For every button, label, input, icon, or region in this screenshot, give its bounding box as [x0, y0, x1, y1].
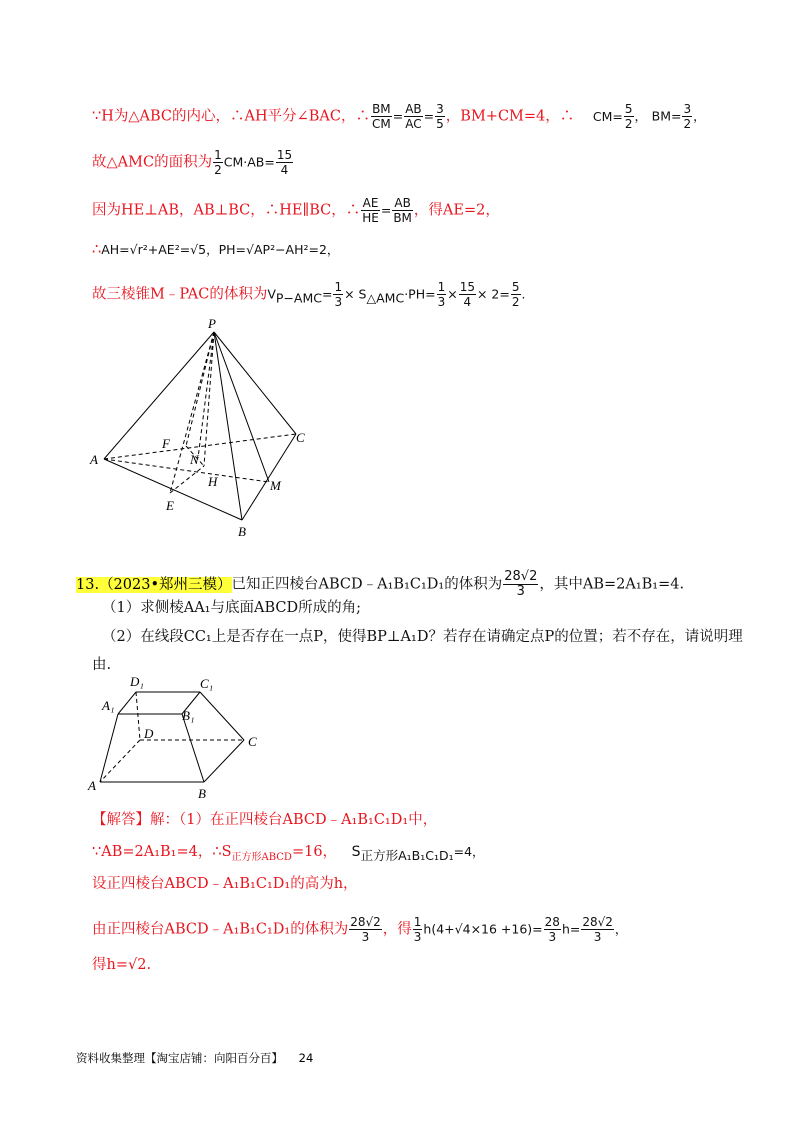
answer-tag: 【解答】 — [92, 812, 150, 828]
fig2-label-A: A — [88, 778, 96, 793]
fig2-label-D1: D₁ — [130, 674, 144, 689]
page-number: 24 — [298, 1051, 314, 1065]
fraction: $\frac{28√2}{3}$ — [350, 915, 381, 944]
fig2-label-C: C — [248, 734, 257, 749]
question-2-cont: 由. — [92, 657, 112, 673]
answer-line-2: ∵AB=2A₁B₁=4，$\therefore S_{正方形ABCD}=16$， $S_{正方形A_1B_1C_1D_1}=4$， — [92, 844, 485, 863]
line1-text-b: BM+CM=4，∴ — [460, 108, 575, 125]
footer-text: 资料收集整理【淘宝店铺：向阳百分百】 — [76, 1051, 283, 1065]
solution-line-1: ∵H为△ABC的内心，∴AH平分∠BAC，∴ $\frac{BM}{CM}$ = $\frac{AB}{AC}$ = $\frac{3}{5}$ ，BM+CM=4，∴ CM= $\frac{5}{2}$ ， BM= $\frac{3}{2}$ ， — [92, 102, 706, 131]
fraction: $\frac{28√2}{3}$ — [504, 569, 538, 599]
fig2-label-C1: C₁ — [200, 676, 214, 691]
fraction: $\frac{3}{5}$ — [436, 102, 444, 131]
fraction: $\frac{1}{2}$ — [214, 148, 222, 177]
pyramid-figure — [88, 316, 318, 539]
problem-13-stem: 13.（2023•郑州三模）已知正四棱台ABCD﹣A₁B₁C₁D₁的体积为 $\frac{28√2}{3}$ ，其中AB=2A₁B₁=4. — [76, 569, 685, 599]
answer-line-1: 【解答】解：（1）在正四棱台ABCD﹣A₁B₁C₁D₁中， — [92, 812, 438, 828]
fig2-label-B1: B₁ — [182, 708, 195, 723]
fraction: $\frac{AE}{HE}$ — [362, 196, 379, 225]
fig1-label-M: M — [270, 478, 281, 493]
answer-line-4: 由正四棱台ABCD﹣A₁B₁C₁D₁的体积为 $\frac{28√2}{3}$ ，得 $\frac{1}{3}$ h(4+√4×16 +16)= $\frac{28}{3}$ h= $\frac{28√2}{3}$ ， — [92, 915, 628, 944]
fraction: $\frac{15}{4}$ — [459, 280, 475, 309]
fraction: $\frac{28}{3}$ — [544, 915, 560, 944]
question-1: （1）求侧棱AA₁与底面ABCD所成的角; — [102, 600, 361, 616]
fraction: $\frac{15}{4}$ — [276, 148, 293, 177]
fig2-label-A1: A₁ — [102, 698, 115, 713]
fraction: $\frac{3}{2}$ — [683, 102, 692, 131]
solution-line-4: ∴AH=√r²+AE²=√5，PH=√AP²−AH²=2， — [92, 242, 340, 258]
fig1-label-A: A — [90, 452, 98, 467]
page-footer — [76, 1050, 313, 1066]
frustum-figure — [86, 672, 276, 804]
fig1-label-H: H — [208, 474, 218, 489]
fig2-label-B: B — [198, 786, 206, 801]
fraction: $\frac{AB}{AC}$ — [405, 102, 422, 131]
fig1-label-C: C — [296, 430, 305, 445]
solution-line-3: 因为HE⊥AB，AB⊥BC，∴HE∥BC，∴ $\frac{AE}{HE}$ = $\frac{AB}{BM}$ ，得AE=2， — [92, 196, 500, 225]
fraction: $\frac{1}{3}$ — [334, 280, 343, 309]
fraction: $\frac{28√2}{3}$ — [582, 915, 613, 944]
fig1-label-F: F — [162, 436, 170, 451]
line1-text-a: ∵H为△ABC的内心，∴AH平分∠BAC，∴ — [92, 108, 370, 125]
fig2-label-D: D — [144, 726, 154, 741]
fig1-label-N: N — [190, 452, 199, 467]
fraction: $\frac{1}{3}$ — [437, 280, 446, 309]
fig1-label-E: E — [166, 498, 174, 513]
fraction: $\frac{1}{3}$ — [413, 915, 422, 944]
fraction: $\frac{BM}{CM}$ — [372, 102, 391, 131]
fraction: $\frac{5}{2}$ — [624, 102, 633, 131]
fraction: $\frac{5}{2}$ — [511, 280, 520, 309]
answer-line-3: 设正四棱台ABCD﹣A₁B₁C₁D₁的高为h， — [92, 876, 358, 892]
problem-number: 13.（2023•郑州三模） — [76, 576, 232, 593]
solution-line-2: 故△AMC的面积为 $\frac{1}{2}$ CM·AB= $\frac{15}{4}$ — [92, 148, 293, 177]
answer-line-5: 得h=√2. — [92, 957, 152, 973]
fraction: $\frac{AB}{BM}$ — [393, 196, 412, 225]
fig1-label-B: B — [238, 524, 246, 539]
solution-line-5: 故三棱锥M﹣PAC的体积为$V_{P-AMC}=$ $\frac{1}{3}$ × $S_{\triangle AMC}\cdot PH=$ $\frac{1}{3}$ × $\frac{15}{4}$ × 2= $\frac{5}{2}$ . — [92, 280, 526, 309]
fig1-label-P: P — [208, 316, 216, 331]
ah-ph-expression: AH=√r²+AE²=√5，PH=√AP²−AH²=2， — [101, 242, 340, 257]
question-2: （2）在线段CC₁上是否存在一点P，使得BP⊥A₁D？若存在请确定点P的位置；若不存在，请说明理 — [102, 629, 743, 645]
